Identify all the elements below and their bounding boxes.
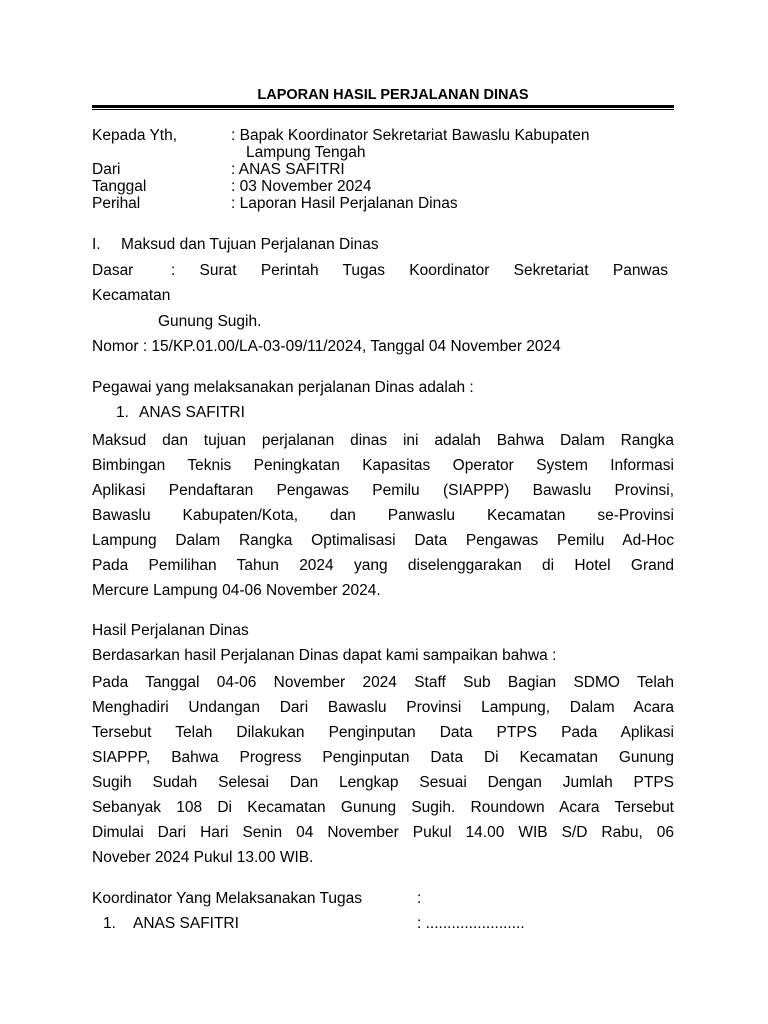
dasar-label: Dasar: [92, 262, 134, 279]
pegawai-list-name: ANAS SAFITRI: [139, 404, 245, 421]
dasar-value-indent: Gunung Sugih.: [158, 313, 262, 330]
pegawai-list-number: 1.: [116, 404, 129, 421]
paragraph-line: Menghadiri Undangan Dari Bawaslu Provinsi Lampung, Dalam Acara: [92, 699, 674, 716]
kepada-label: Kepada Yth,: [92, 127, 178, 144]
maksud-paragraph: [92, 428, 674, 603]
paragraph-line: Bimbingan Teknis Peningkatan Kapasitas Operator System Informasi: [92, 457, 674, 474]
dasar-value: : Surat Perintah Tugas Koordinator Sekretariat Panwas: [171, 262, 668, 279]
paragraph-line: Pada Pemilihan Tahun 2024 yang diselenggarakan di Hotel Grand: [92, 557, 674, 574]
hasil-intro: Berdasarkan hasil Perjalanan Dinas dapat kami sampaikan bahwa :: [92, 647, 557, 664]
nomor-line: Nomor : 15/KP.01.00/LA-03-09/11/2024, Tanggal 04 November 2024: [92, 338, 561, 355]
paragraph-line: Noveber 2024 Pukul 13.00 WIB.: [92, 849, 314, 866]
paragraph-line: Maksud dan tujuan perjalanan dinas ini adalah Bahwa Dalam Rangka: [92, 432, 674, 449]
dari-label: Dari: [92, 161, 121, 178]
koordinator-list-name: ANAS SAFITRI: [133, 915, 239, 932]
title-rule-thin: [92, 109, 674, 110]
document-title: LAPORAN HASIL PERJALANAN DINAS: [257, 87, 529, 103]
kepada-value-continued: Lampung Tengah: [246, 144, 366, 161]
paragraph-line: SIAPPP, Bahwa Progress Penginputan Data Di Kecamatan Gunung: [92, 749, 674, 766]
paragraph-line: Pada Tanggal 04-06 November 2024 Staff Sub Bagian SDMO Telah: [92, 674, 674, 691]
section-heading: Maksud dan Tujuan Perjalanan Dinas: [121, 236, 379, 253]
koordinator-colon: :: [417, 890, 422, 907]
dari-value: : ANAS SAFITRI: [231, 161, 345, 178]
paragraph-line: Dimulai Dari Hari Senin 04 November Pukul 14.00 WIB S/D Rabu, 06: [92, 824, 674, 841]
hasil-paragraph: [92, 670, 674, 870]
paragraph-line: Sebanyak 108 Di Kecamatan Gunung Sugih. Roundown Acara Tersebut: [92, 799, 674, 816]
tanggal-label: Tanggal: [92, 178, 147, 195]
kepada-value: : Bapak Koordinator Sekretariat Bawaslu Kabupaten: [231, 127, 590, 144]
paragraph-line: Sugih Sudah Selesai Dan Lengkap Sesuai Dengan Jumlah PTPS: [92, 774, 674, 791]
hasil-heading: Hasil Perjalanan Dinas: [92, 622, 249, 639]
pegawai-intro: Pegawai yang melaksanakan perjalanan Dinas adalah :: [92, 379, 474, 396]
paragraph-line: Mercure Lampung 04-06 November 2024.: [92, 582, 381, 599]
paragraph-line: Aplikasi Pendaftaran Pengawas Pemilu (SIAPPP) Bawaslu Provinsi,: [92, 482, 674, 499]
title-rule-thick: [92, 105, 674, 108]
tanggal-value: : 03 November 2024: [231, 178, 372, 195]
perihal-label: Perihal: [92, 195, 141, 212]
paragraph-line: Tersebut Telah Dilakukan Penginputan Data PTPS Pada Aplikasi: [92, 724, 674, 741]
koordinator-list-number: 1.: [103, 915, 116, 932]
dasar-value-continued: Kecamatan: [92, 287, 171, 304]
paragraph-line: Bawaslu Kabupaten/Kota, dan Panwaslu Kecamatan se-Provinsi: [92, 507, 674, 524]
paragraph-line: Lampung Dalam Rangka Optimalisasi Data Pengawas Pemilu Ad-Hoc: [92, 532, 674, 549]
section-number: I.: [92, 236, 101, 253]
signature-placeholder: : .......................: [417, 915, 525, 932]
koordinator-heading: Koordinator Yang Melaksanakan Tugas: [92, 890, 362, 907]
perihal-value: : Laporan Hasil Perjalanan Dinas: [231, 195, 458, 212]
